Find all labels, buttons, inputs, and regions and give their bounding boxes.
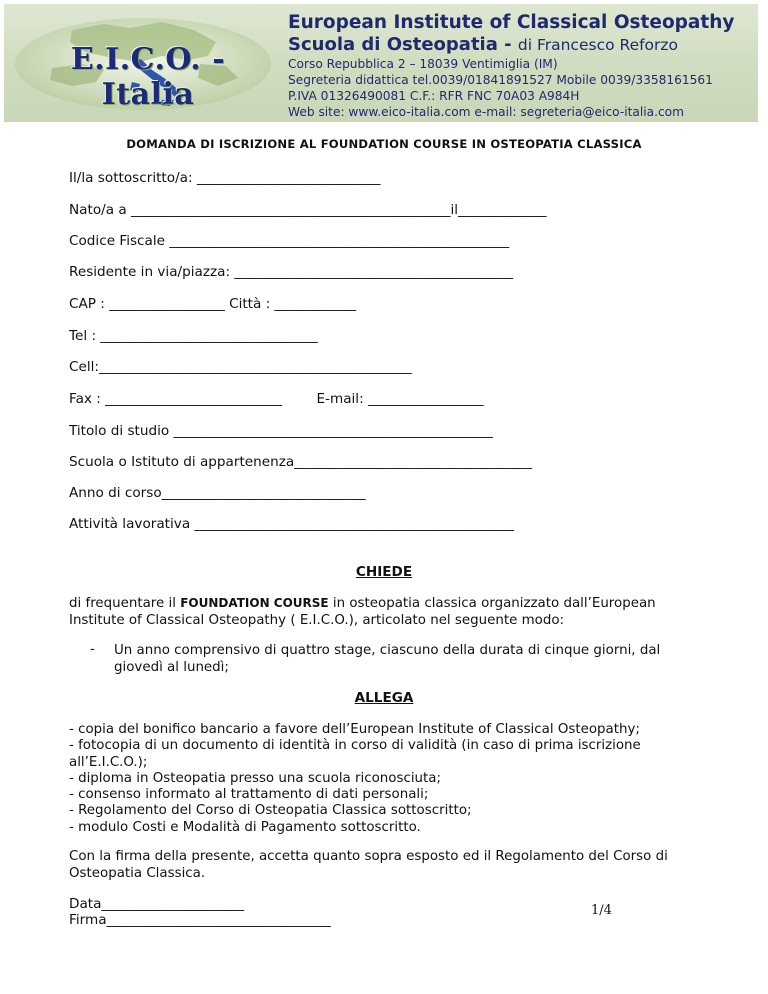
field-anno-corso[interactable]: Anno di corso______________________________ [69, 485, 366, 501]
field-sottoscritto[interactable]: Il/la sottoscritto/a: ___________________________ [69, 170, 381, 186]
list-item: - fotocopia di un documento di identità in corso di validità (in caso di prima iscrizione all’E.I.C.O.); [69, 738, 641, 770]
field-codice-fiscale[interactable]: Codice Fiscale __________________________________________________ [69, 233, 510, 249]
field-nato-a[interactable]: Nato/a a _______________________________________________il_____________ [69, 202, 547, 218]
bullet-dash: - [90, 642, 95, 657]
chiede-heading: CHIEDE [355, 564, 413, 580]
field-firma[interactable]: Firma_________________________________ [69, 912, 331, 928]
logo-text: E.I.C.O. - Italia [70, 42, 226, 112]
letterhead [4, 4, 758, 122]
page-number: 1/4 [591, 903, 612, 918]
list-item: - modulo Costi e Modalità di Pagamento sottoscritto. [69, 819, 421, 835]
field-scuola[interactable]: Scuola o Istituto di appartenenza___________________________________ [69, 454, 533, 470]
web-email: Web site: www.eico-italia.com e-mail: segreteria@eico-italia.com [288, 105, 684, 119]
tax-codes: P.IVA 01326490081 C.F.: RFR FNC 70A03 A984H [288, 89, 580, 103]
list-item: - consenso informato al trattamento di dati personali; [69, 787, 429, 803]
bullet-item: Un anno comprensivo di quattro stage, ciascuno della durata di cinque giorni, dal giovedì al lunedì; [114, 643, 661, 675]
chiede-text-after: in osteopatia classica organizzato dall’European Institute of Classical Osteopathy ( E.I.C.O.), articolato nel seguente modo: [69, 596, 656, 628]
document-title: DOMANDA DI ISCRIZIONE AL FOUNDATION COURSE IN OSTEOPATIA CLASSICA [126, 137, 642, 151]
school-name [288, 34, 758, 56]
phone-numbers: Segreteria didattica tel.0039/01841891527 Mobile 0039/3358161561 [288, 73, 713, 87]
field-attivita[interactable]: Attività lavorativa _______________________________________________ [69, 516, 514, 532]
field-cap-citta[interactable]: CAP : _________________ Città : ____________ [69, 296, 357, 312]
course-name: FOUNDATION COURSE [180, 596, 329, 610]
closing-statement: Con la firma della presente, accetta quanto sopra esposto ed il Regolamento del Corso di Osteopatia Classica. [69, 849, 668, 881]
chiede-text-before: di frequentare il [69, 596, 181, 611]
field-tel[interactable]: Tel : ________________________________ [69, 328, 318, 344]
school-author: di Francesco Reforzo [517, 36, 679, 54]
list-item: - diploma in Osteopatia presso una scuola riconosciuta; [69, 770, 441, 786]
address: Corso Repubblica 2 – 18039 Ventimiglia (IM) [288, 57, 558, 71]
field-fax-email[interactable]: Fax : __________________________ E-mail: _________________ [69, 391, 484, 407]
allega-heading: ALLEGA [354, 690, 414, 706]
list-item: - copia del bonifico bancario a favore dell’European Institute of Classical Osteopathy; [69, 722, 640, 737]
eico-logo [12, 16, 274, 112]
school-title: Scuola di Osteopatia - [288, 34, 518, 55]
field-titolo-studio[interactable]: Titolo di studio _______________________________________________ [69, 423, 493, 439]
list-item: - Regolamento del Corso di Osteopatia Classica sottoscritto; [69, 803, 472, 819]
institute-name: European Institute of Classical Osteopathy [288, 12, 735, 33]
attachments-list [69, 722, 709, 836]
field-data[interactable]: Data_____________________ [69, 896, 245, 912]
chiede-paragraph [69, 595, 709, 629]
field-cell[interactable]: Cell:______________________________________________ [69, 359, 412, 375]
field-residente[interactable]: Residente in via/piazza: _________________________________________ [69, 264, 514, 280]
institute-info [288, 12, 758, 120]
